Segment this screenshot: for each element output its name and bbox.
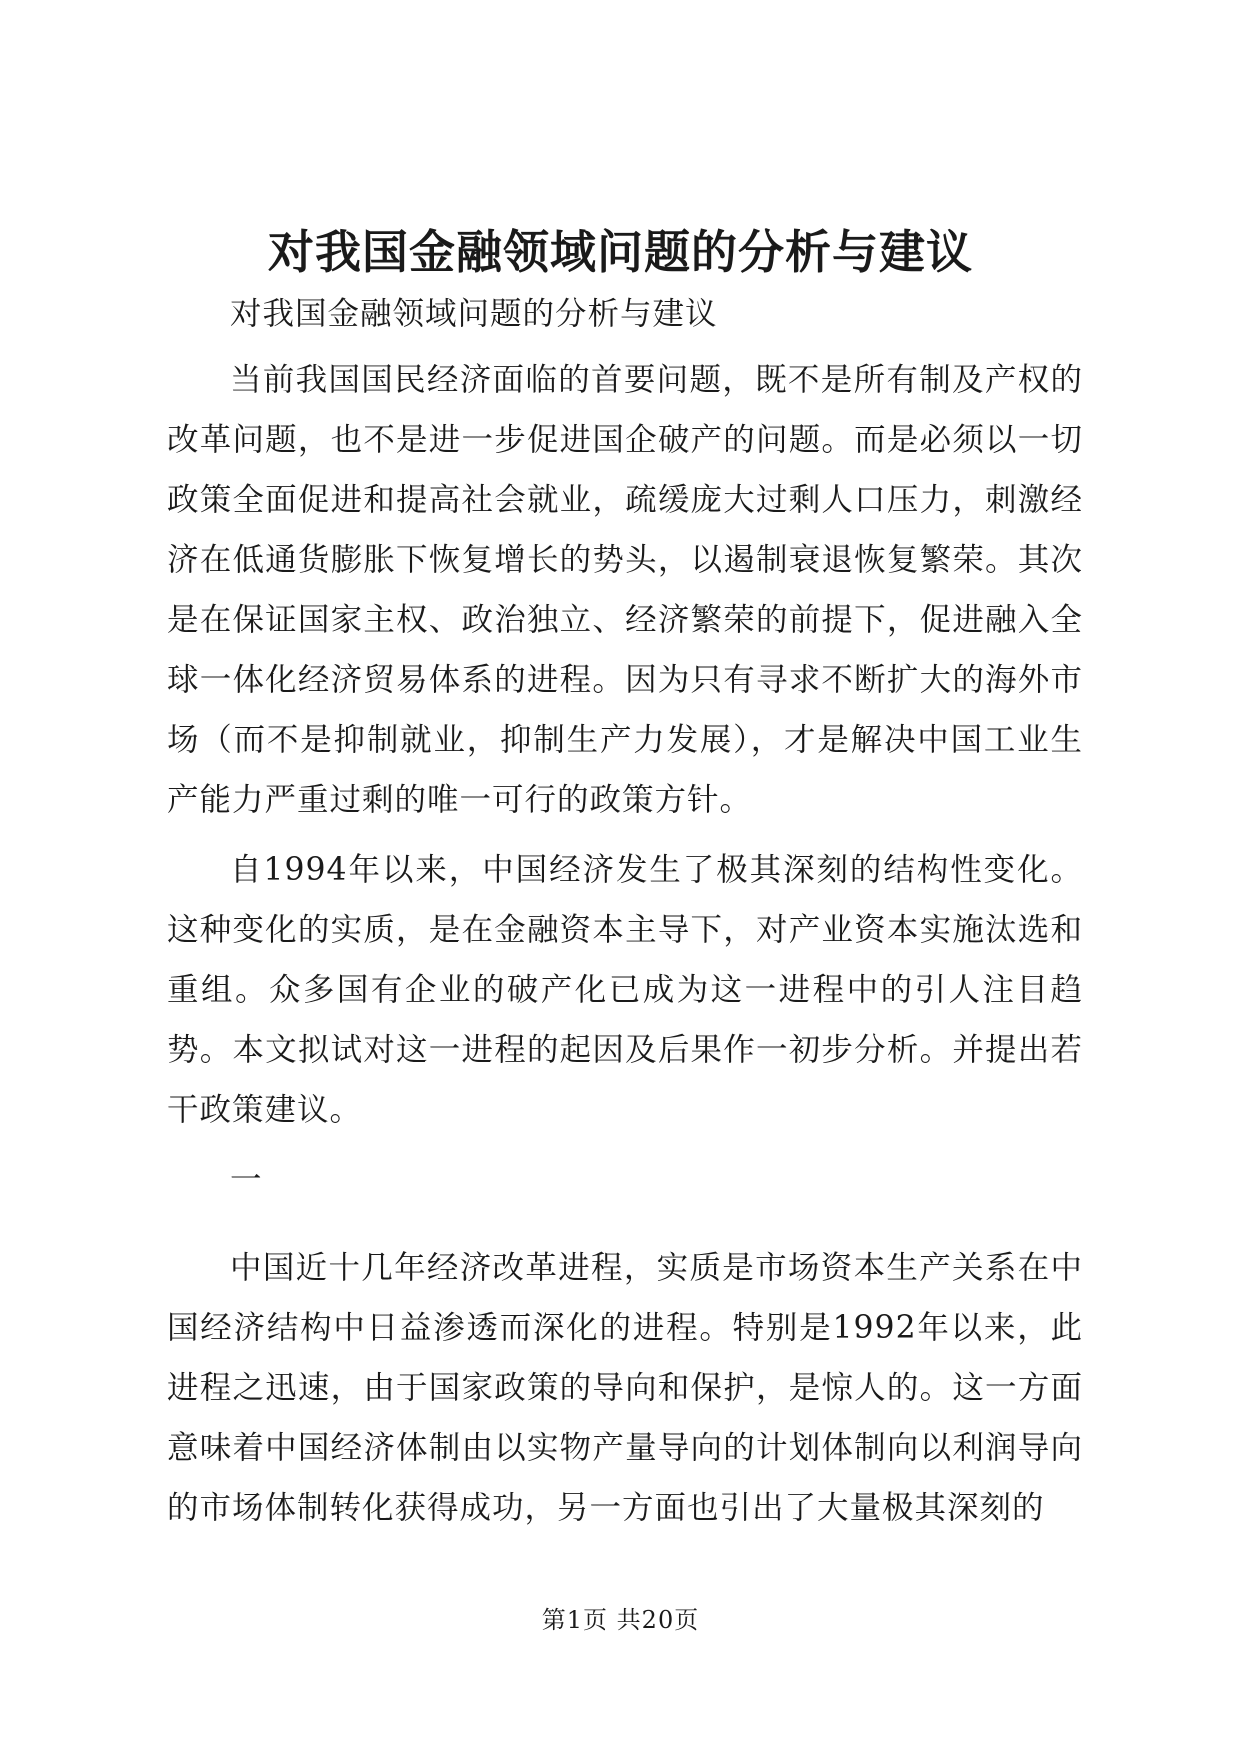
- section-number: 一: [230, 1162, 263, 1198]
- body-paragraph: 自1994年以来，中国经济发生了极其深刻的结构性变化。这种变化的实质，是在金融资本主导下，对产业资本实施汰选和重组。众多国有企业的破产化已成为这一进程中的引人注目趋势。本文拟试对这一进程的起因及后果作一初步分析。并提出若干政策建议。: [167, 852, 1083, 1128]
- document-title: 对我国金融领域问题的分析与建议: [268, 225, 973, 279]
- body-paragraph: 当前我国国民经济面临的首要问题，既不是所有制及产权的改革问题，也不是进一步促进国企破产的问题。而是必须以一切政策全面促进和提高社会就业，疏缓庞大过剩人口压力，刺激经济在低通货膨胀下恢复增长的势头，以遏制衰退恢复繁荣。其次是在保证国家主权、政治独立、经济繁荣的前提下，促进融入全球一体化经济贸易体系的进程。因为只有寻求不断扩大的海外市场（而不是抑制就业，抑制生产力发展），才是解决中国工业生产能力严重过剩的唯一可行的政策方针。: [167, 362, 1083, 818]
- document-subtitle-paragraph: 对我国金融领域问题的分析与建议: [230, 296, 718, 332]
- document-body: [167, 284, 1083, 1548]
- body-paragraph: 中国近十几年经济改革进程，实质是市场资本生产关系在中国经济结构中日益渗透而深化的进程。特别是1992年以来，此进程之迅速，由于国家政策的导向和保护，是惊人的。这一方面意味着中国经济体制由以实物产量导向的计划体制向以利润导向的市场体制转化获得成功，另一方面也引出了大量极其深刻的: [167, 1250, 1083, 1526]
- page-number-footer: 第1页 共20页: [541, 1606, 700, 1634]
